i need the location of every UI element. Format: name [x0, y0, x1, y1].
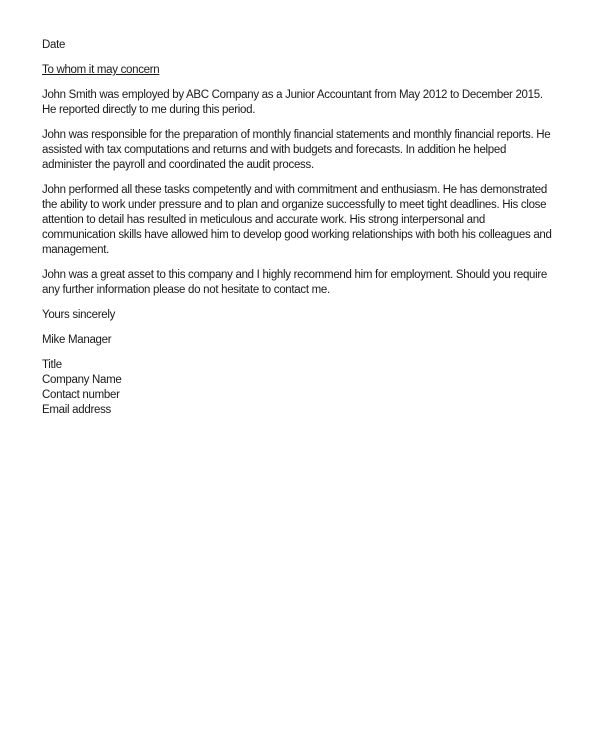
closing-line: Yours sincerely	[42, 309, 116, 321]
signature-email-line: Email address	[42, 404, 111, 416]
signature-contact-line: Contact number	[42, 389, 120, 401]
signature-name: Mike Manager	[42, 334, 112, 346]
paragraph-responsibilities: John was responsible for the preparation of monthly financial statements and monthly financial reports. He assisted with tax computations and returns and with budgets and forecasts. In addition he helped administer the payroll and coordinated the audit process.	[42, 129, 551, 171]
paragraph-recommendation: John was a great asset to this company and I highly recommend him for employment. Should you require any further information please do not hesitate to contact me.	[42, 269, 548, 296]
signature-title-line: Title	[42, 359, 62, 371]
salutation: To whom it may concern	[42, 64, 160, 76]
signature-company-line: Company Name	[42, 374, 122, 386]
paragraph-employment-summary: John Smith was employed by ABC Company as a Junior Accountant from May 2012 to December 2015. He reported directly to me during this period.	[42, 89, 543, 116]
paragraph-performance: John performed all these tasks competently and with commitment and enthusiasm. He has demonstrated the ability to work under pressure and to plan and organize successfully to meet tight deadlines. His close attention to detail has resulted in meticulous and accurate work. His strong interpersonal and communication skills have allowed him to develop good working relationships with both his colleagues and management.	[42, 184, 552, 256]
signature-block	[42, 358, 558, 418]
date-line: Date	[42, 39, 66, 51]
